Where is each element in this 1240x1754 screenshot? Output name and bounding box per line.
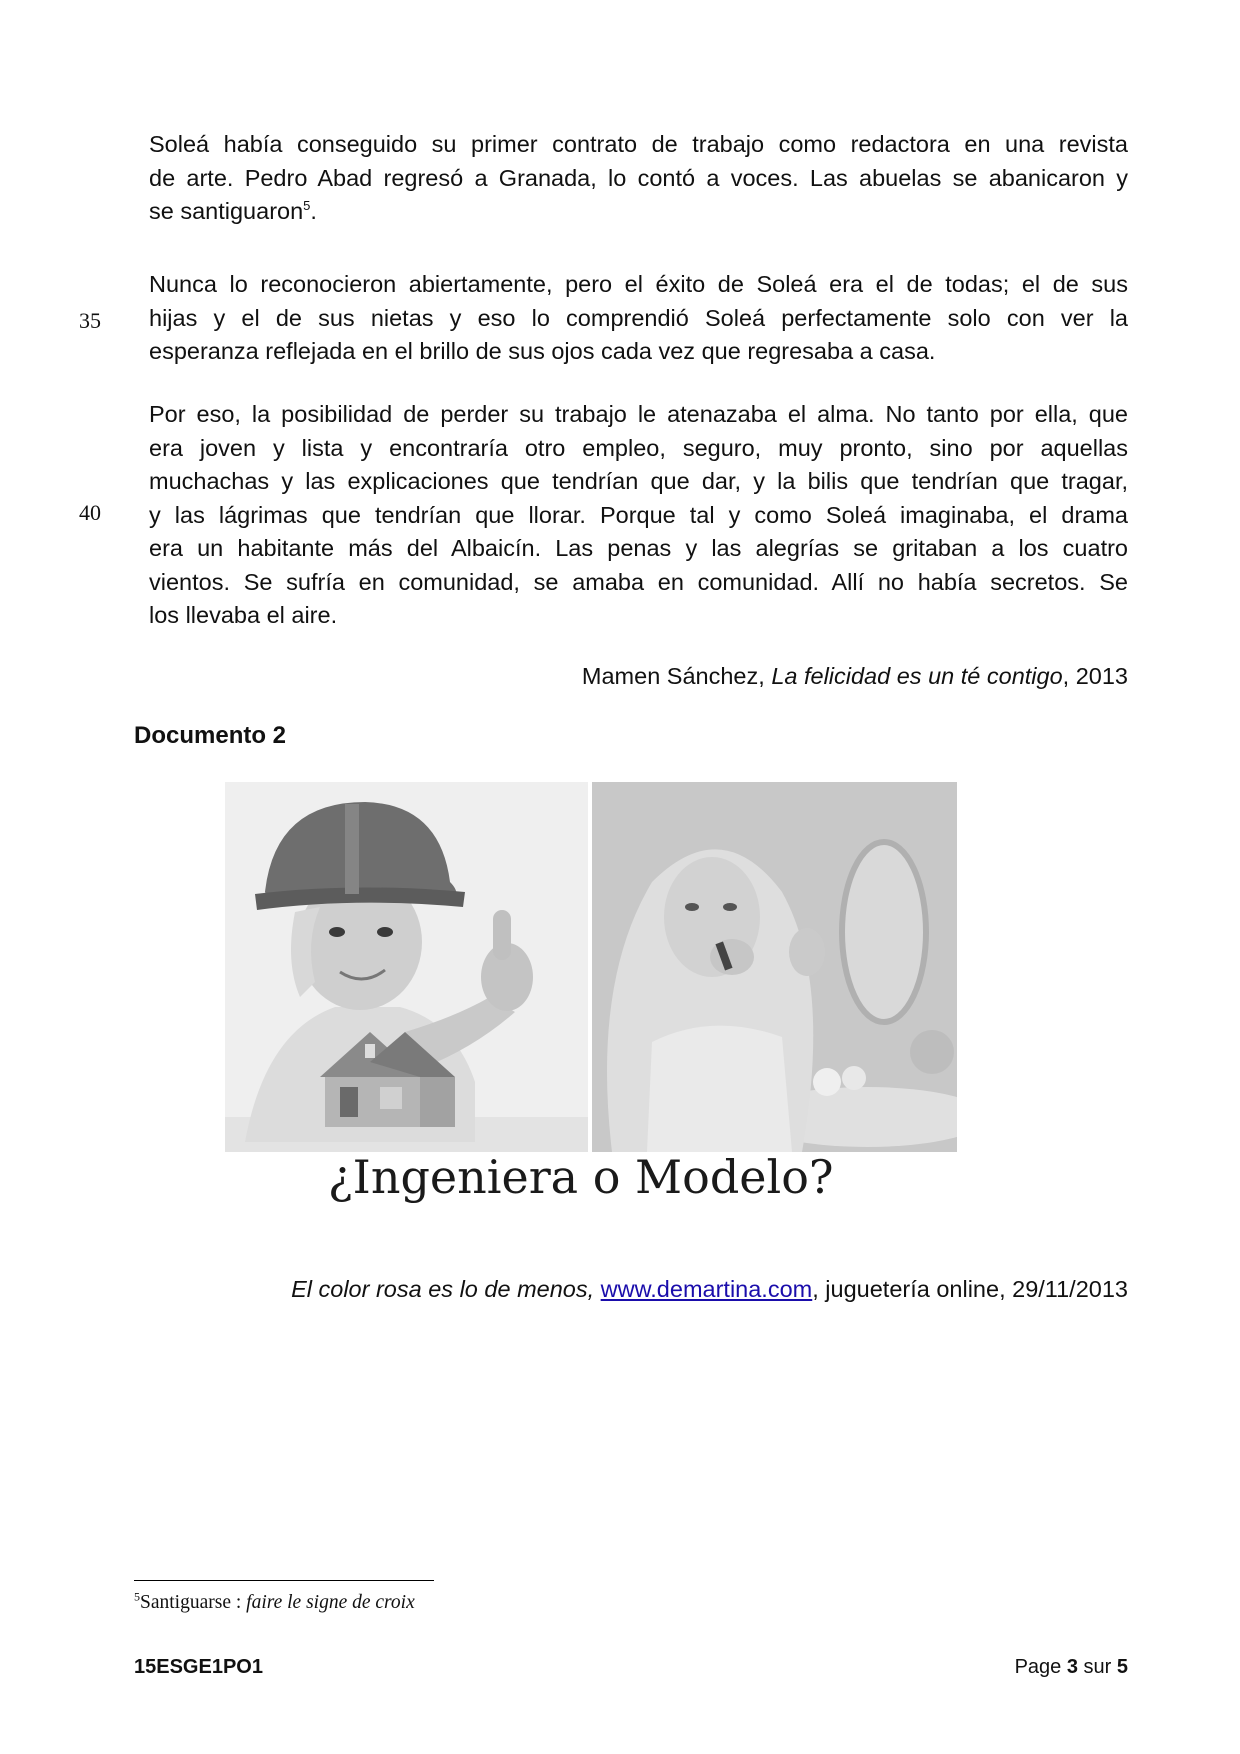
text-line: Nunca lo reconocieron abiertamente, pero el éxito de Soleá era el de todas; el de sus	[149, 271, 1128, 297]
text-line: Por eso, la posibilidad de perder su trabajo le atenazaba el alma. No tanto por ella, que	[149, 401, 1128, 427]
exam-code: 15ESGE1PO1	[134, 1656, 263, 1678]
line-number: 40	[79, 500, 101, 525]
page-prefix: Page	[1014, 1656, 1067, 1678]
article-title: El color rosa es lo de menos,	[291, 1276, 601, 1302]
text-line: hijas y el de sus nietas y eso lo comprendió Soleá perfectamente solo con ver la	[149, 304, 1128, 331]
source-link[interactable]: www.demartina.com	[600, 1276, 813, 1302]
paragraph-1	[149, 128, 1128, 229]
text-line: de arte. Pedro Abad regresó a Granada, lo contó a voces. Las abuelas se abanicaron y	[149, 164, 1128, 191]
text-line: Soleá había conseguido su primer contrato de trabajo como redactora en una revista	[149, 131, 1128, 157]
lipstick-girl-illustration	[592, 782, 957, 1152]
page-number	[1015, 1656, 1128, 1679]
page-total: 5	[1116, 1656, 1128, 1678]
line-number: 35	[79, 308, 101, 333]
source-attribution	[582, 663, 1128, 690]
text-line: los llevaba el aire.	[149, 602, 338, 628]
author: Mamen Sánchez,	[581, 663, 772, 689]
sentence-end: .	[310, 198, 317, 224]
document-image	[225, 782, 957, 1152]
footnote-ref: 5	[303, 198, 311, 214]
text-line: muchachas y las explicaciones que tendrían que dar, y la bilis que tendrían que tragar,	[149, 468, 1128, 494]
footnote	[134, 1589, 415, 1614]
hardhat-girl-illustration	[225, 782, 588, 1152]
source-rest: , juguetería online, 29/11/2013	[812, 1276, 1128, 1302]
footnote-term: Santiguarse :	[140, 1592, 247, 1613]
paragraph-2	[149, 268, 1128, 369]
text-line	[149, 195, 1128, 229]
year: , 2013	[1062, 663, 1128, 689]
page-mid: sur	[1077, 1656, 1117, 1678]
document-heading: Documento 2	[134, 722, 287, 749]
paragraph-3	[149, 398, 1128, 633]
source-attribution-2	[291, 1276, 1128, 1303]
text-line: era joven y lista y encontraría otro empleo, seguro, muy pronto, sino por aquellas	[149, 434, 1128, 461]
engineer-girl-photo	[225, 782, 588, 1152]
text-line: vientos. Se sufría en comunidad, se amaba en comunidad. Allí no había secretos. Se	[149, 568, 1128, 595]
book-title: La felicidad es un té contigo	[771, 663, 1063, 689]
footnote-definition: faire le signe de croix	[246, 1592, 415, 1613]
page-current: 3	[1066, 1656, 1078, 1678]
model-girl-photo	[592, 782, 957, 1152]
text-line: y las lágrimas que tendrían que llorar. Porque tal y como Soleá imaginaba, el drama	[149, 501, 1128, 528]
text-line: esperanza reflejada en el brillo de sus ojos cada vez que regresaba a casa.	[149, 338, 936, 364]
footnote-divider	[134, 1580, 434, 1581]
text-line-content: se santiguaron	[149, 198, 304, 224]
image-caption: ¿Ingeniera o Modelo?	[328, 1150, 834, 1204]
text-line: era un habitante más del Albaicín. Las penas y las alegrías se gritaban a los cuatro	[149, 535, 1128, 561]
footnote-number: 5	[134, 1589, 140, 1604]
